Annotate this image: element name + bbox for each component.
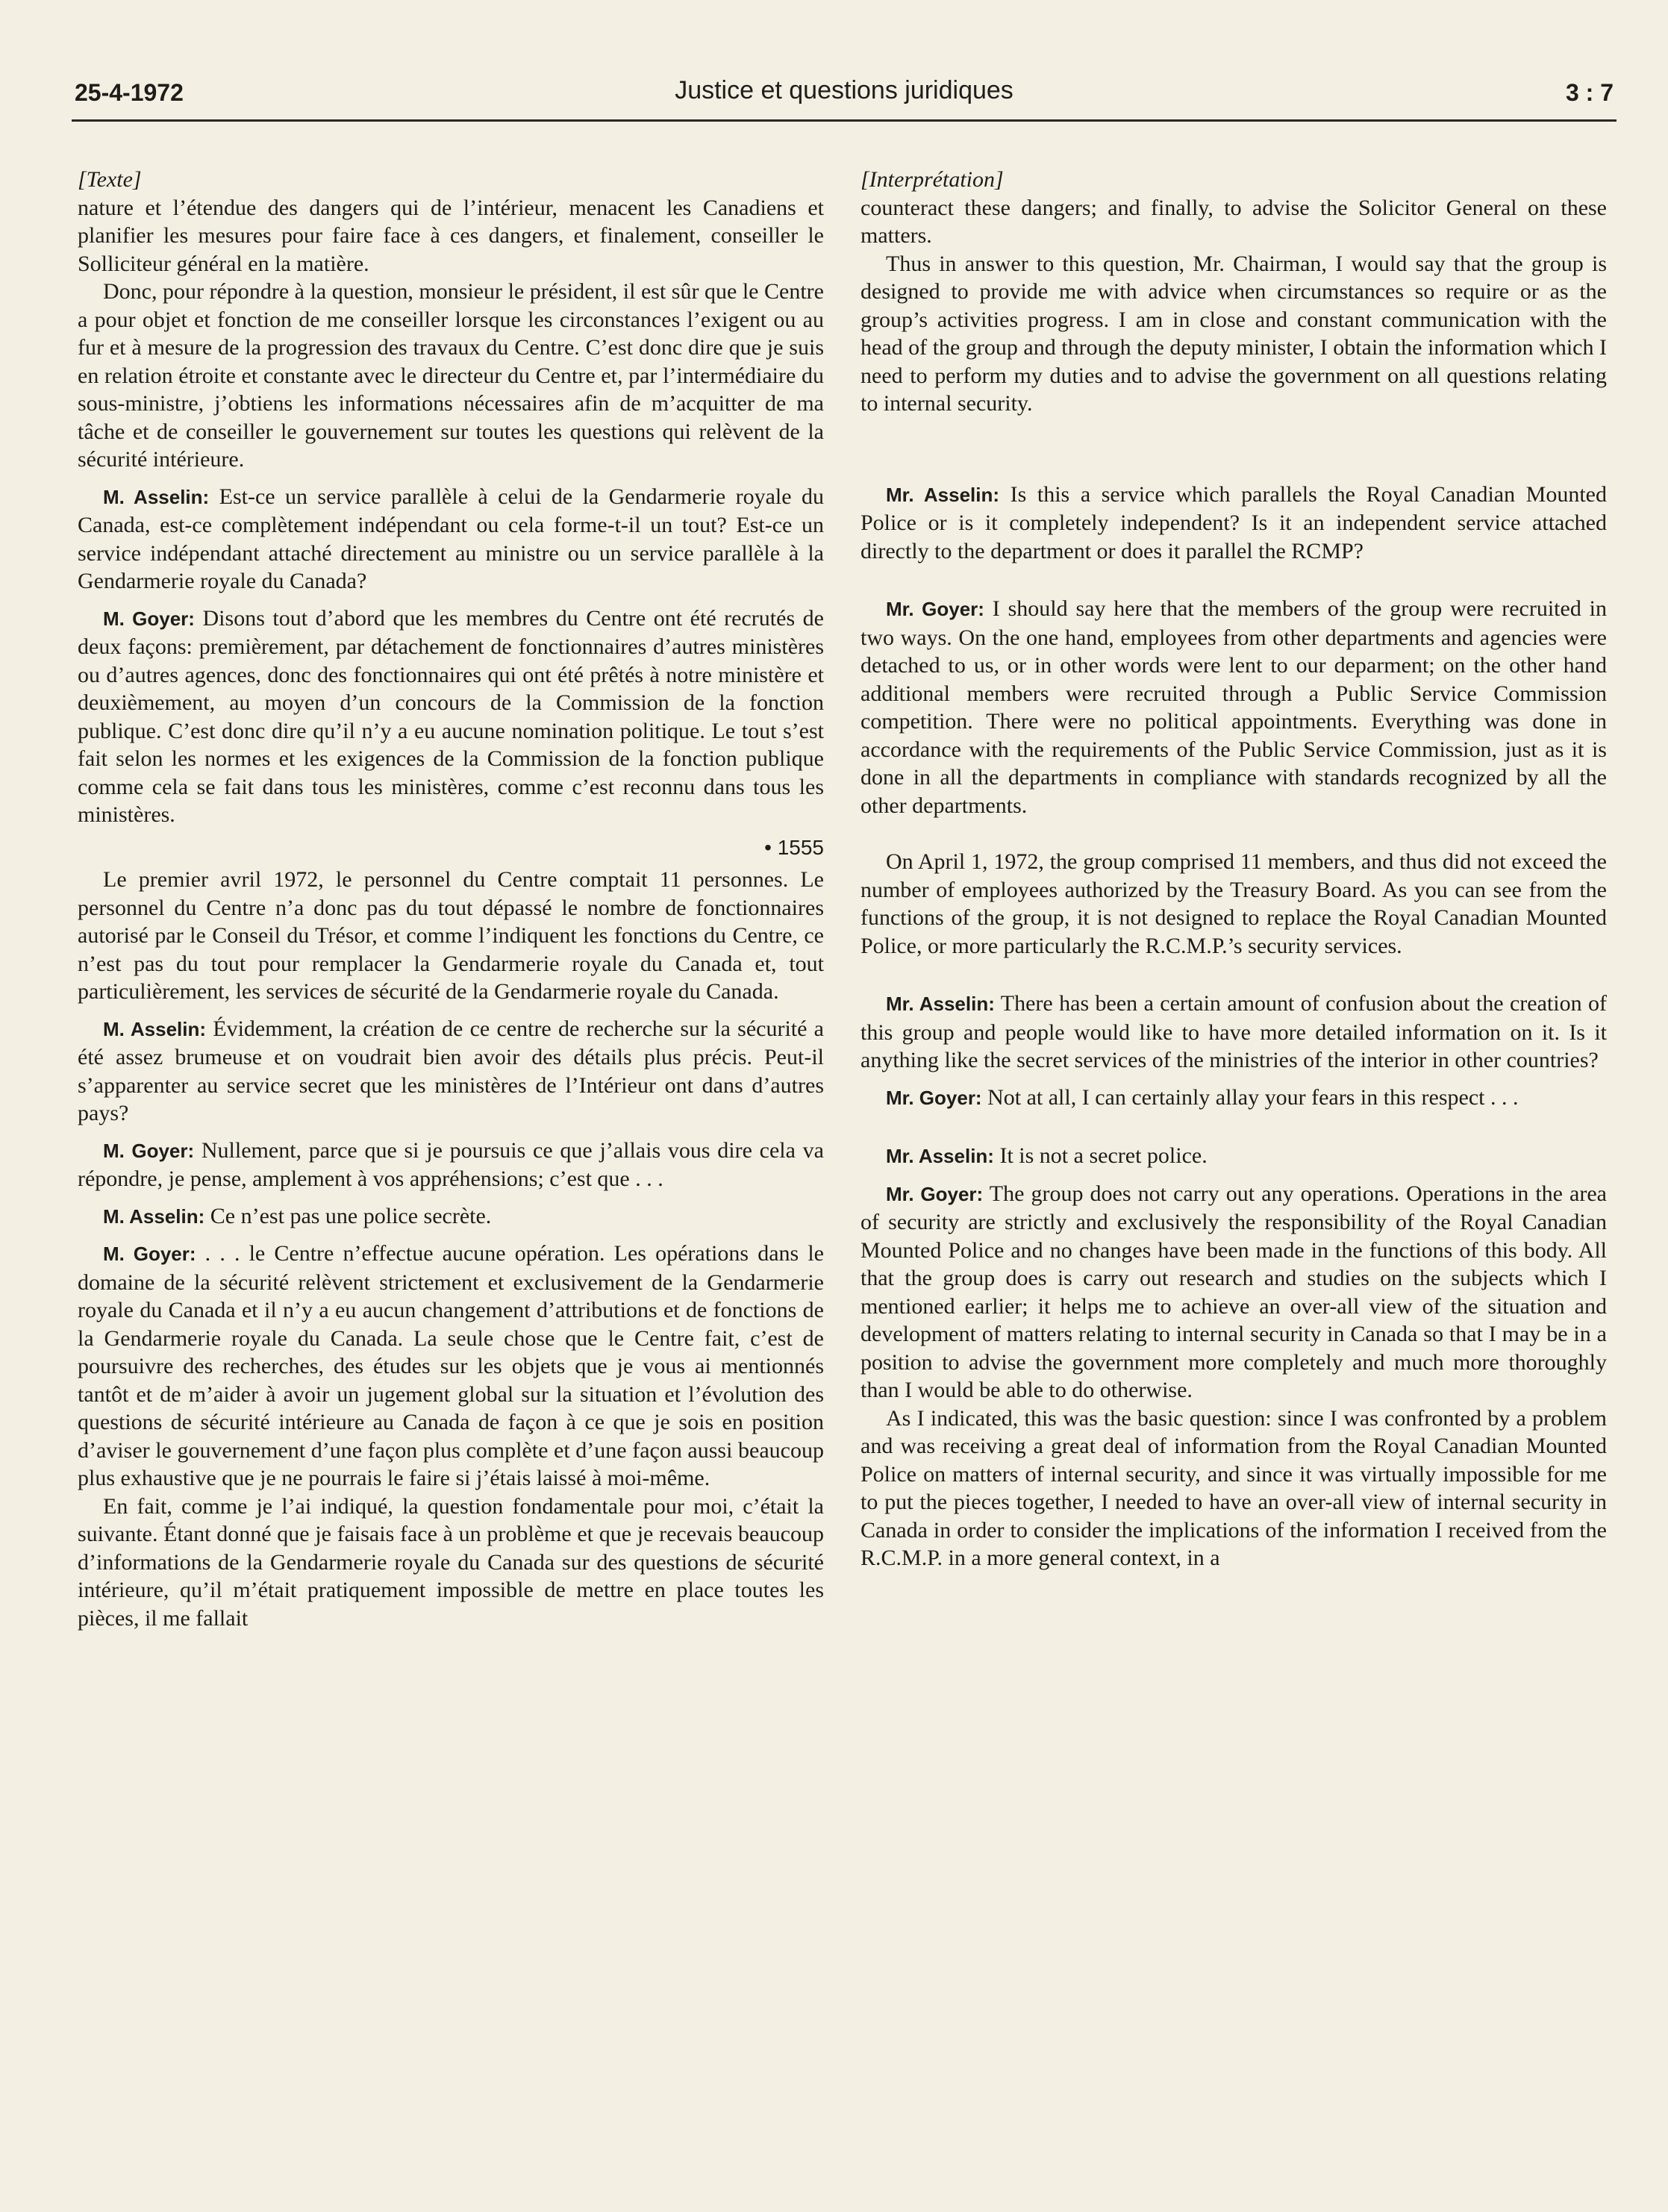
speech-text: Évidemment, la création de ce centre de recherche sur la sécurité a été assez brumeuse et on voudrait bien avoir des détails plus précis. Peut-il s’apparenter au service secret que les ministères de l’Intérieur ont dans d’autres pays? bbox=[78, 1016, 824, 1125]
speech bbox=[78, 1015, 824, 1128]
english-column bbox=[860, 166, 1607, 1572]
speaker-name: Mr. Goyer: bbox=[886, 598, 984, 620]
speaker-name: M. Goyer: bbox=[103, 1243, 196, 1265]
speech-text: Nullement, parce que si je poursuis ce que j’allais vous dire cela va répondre, je pense, amplement à vos appréhensions; c’est que . . . bbox=[78, 1137, 824, 1191]
speech-text: The group does not carry out any operations. Operations in the area of security are strictly and exclusively the responsibility of the Royal Canadian Mounted Police and no changes have been made in the functions of this body. All that the group does is carry out research and studies on the subjects which I mentioned earlier; it helps me to achieve an over-all view of the situation and development of matters relating to internal security in Canada so that I may be in a position to advise the government more completely and much more thoroughly than I would be able to do otherwise. bbox=[860, 1181, 1607, 1402]
speech bbox=[78, 1240, 824, 1493]
french-column bbox=[78, 166, 824, 1632]
speech-text: Not at all, I can certainly allay your fears in this respect . . . bbox=[981, 1084, 1519, 1110]
section-marker: [Texte] bbox=[78, 167, 142, 192]
speaker-name: Mr. Asselin: bbox=[886, 993, 995, 1015]
speech-text: Ce n’est pas une police secrète. bbox=[204, 1203, 492, 1228]
paragraph: nature et l’étendue des dangers qui de l’intérieur, menacent les Canadiens et planifier les mesures pour faire face à ces dangers, et finalement, conseiller le Solliciteur général en la matière. bbox=[78, 195, 824, 276]
speech bbox=[78, 483, 824, 596]
speech bbox=[860, 1142, 1607, 1171]
speech-text: There has been a certain amount of confusion about the creation of this group and people would like to have more detailed information on it. Is it anything like the secret services of the ministries of the interior in other countries? bbox=[860, 991, 1608, 1072]
header-page-number: 3 : 7 bbox=[1565, 79, 1614, 106]
speaker-name: M. Goyer: bbox=[103, 607, 195, 630]
speech bbox=[860, 595, 1607, 819]
speech-text: Is this a service which parallels the Royal Canadian Mounted Police or is it completely independent? Is it an independent service attached directly to the department or does it parallel the RCMP? bbox=[860, 481, 1608, 563]
speech bbox=[860, 1084, 1607, 1113]
paragraph: Donc, pour répondre à la question, monsieur le président, il est sûr que le Centre a pour objet et fonction de me conseiller lorsque les circonstances l’exigent ou au fur et à mesure de la progression des travaux du Centre. C’est donc dire que je suis en relation étroite et constante avec le directeur du Centre et, par l’intermédiaire du sous-ministre, j’obtiens les informations nécessaires afin de m’acquitter de ma tâche et de conseiller le gouvernement sur toutes les questions qui relèvent de la sécurité intérieure. bbox=[78, 279, 824, 472]
paragraph: counteract these dangers; and finally, to advise the Solicitor General on these matters. bbox=[860, 195, 1607, 248]
speaker-name: Mr. Goyer: bbox=[886, 1182, 984, 1205]
page-header bbox=[72, 75, 1617, 122]
speaker-name: M. Goyer: bbox=[103, 1139, 195, 1162]
speech bbox=[860, 990, 1607, 1075]
speech bbox=[78, 1202, 824, 1231]
header-date: 25-4-1972 bbox=[75, 79, 184, 106]
speech-text: Disons tout d’abord que les membres du Centre ont été recrutés de deux façons: premièrement, par détachement de fonctionnaires d’autres ministères ou d’autres agences, donc des fonctionnaires qui ont été prêtés à notre ministère et deuxièmement, au moyen d’un concours de la Commission de la fonction publique. C’est donc dire qu’il n’y a eu aucune nomination politique. Le tout s’est fait selon les normes et les exigences de la Commission de la fonction publique comme cela se fait dans tous les ministères, comme c’est reconnu dans tous les ministères. bbox=[78, 605, 824, 827]
speech bbox=[860, 1180, 1607, 1405]
speech-text: . . . le Centre n’effectue aucune opération. Les opérations dans le domaine de la sécurité relèvent strictement et exclusivement de la Gendarmerie royale du Canada et il n’y a eu aucun changement d’attributions et de fonctions de la Gendarmerie royale du Canada. La seule chose que le Centre fait, c’est de poursuivre des recherches, des études sur les objets que je vous ai mentionnés tantôt et de m’aider à avoir un jugement global sur la situation et l’évolution des questions de sécurité intérieure au Canada de façon à ce que je sois en position d’aviser le gouvernement d’une façon plus complète et d’une façon aussi beaucoup plus exhaustive que je ne pourrais le faire si j’étais laissé à moi-même. bbox=[78, 1241, 824, 1490]
speaker-name: M. Asselin: bbox=[103, 1017, 207, 1040]
speech bbox=[78, 604, 824, 829]
speech-text: I should say here that the members of the group were recruited in two ways. On the one hand, employees from other departments and agencies were detached to us, or in other words were lent to our deparment; on the other hand additional members were recruited through a Public Service Commission competition. There were no political appointments. Everything was done in accordance with the requirements of the Public Service Commission, just as it is done in all the departments in compliance with standards recognized by all the other departments. bbox=[860, 596, 1607, 818]
speech bbox=[78, 1137, 824, 1193]
speaker-name: M. Asselin: bbox=[103, 485, 210, 508]
speaker-name: Mr. Asselin: bbox=[886, 1145, 994, 1167]
section-marker: [Interprétation] bbox=[860, 167, 1004, 192]
speaker-name: M. Asselin: bbox=[103, 1205, 205, 1228]
speech-text: Est-ce un service parallèle à celui de la Gendarmerie royale du Canada, est-ce complètement indépendant ou cela forme-t-il un tout? Est-ce un service indépendant attaché directement au ministre ou un service parallèle à la Gendarmerie royale du Canada? bbox=[78, 484, 824, 593]
speech bbox=[860, 481, 1607, 566]
paragraph: En fait, comme je l’ai indiqué, la question fondamentale pour moi, c’était la suivante. Étant donné que je faisais face à un problème et que je recevais beaucoup d’informations de la Gendarmerie royale du Canada sur des questions de sécurité intérieure, qu’il m’était pratiquement impossible de mettre en place toutes les pièces, il me fallait bbox=[78, 1493, 824, 1631]
speech-text: It is not a secret police. bbox=[993, 1143, 1208, 1168]
paragraph: Le premier avril 1972, le personnel du Centre comptait 11 personnes. Le personnel du Centre n’a donc pas du tout dépassé le nombre de fonctionnaires autorisé par le Conseil du Trésor, et comme l’indiquent les fonctions du Centre, ce n’est pas du tout pour remplacer la Gendarmerie royale du Canada et, tout particulièrement, les services de sécurité de la Gendarmerie royale du Canada. bbox=[78, 867, 824, 1004]
paragraph: On April 1, 1972, the group comprised 11 members, and thus did not exceed the number of employees authorized by the Treasury Board. As you can see from the functions of the group, it is not designed to replace the Royal Canadian Mounted Police, or more particularly the R.C.M.P.’s security services. bbox=[860, 849, 1607, 958]
paragraph: Thus in answer to this question, Mr. Chairman, I would say that the group is designed to provide me with advice when circumstances so require or as the group’s activities progress. I am in close and constant communication with the head of the group and through the deputy minister, I obtain the information which I need to perform my duties and to advise the government on all questions relating to internal security. bbox=[860, 251, 1607, 416]
header-title: Justice et questions juridiques bbox=[675, 76, 1013, 104]
speaker-name: Mr. Goyer: bbox=[886, 1086, 982, 1109]
time-marker: • 1555 bbox=[764, 835, 824, 859]
speaker-name: Mr. Asselin: bbox=[886, 483, 1000, 506]
paragraph: As I indicated, this was the basic question: since I was confronted by a problem and was receiving a great deal of information from the Royal Canadian Mounted Police on matters of internal security, and since it was virtually impossible for me to put the pieces together, I needed to have an over-all view of internal security in Canada in order to consider the implications of the information I received from the R.C.M.P. in a more general context, in a bbox=[860, 1405, 1607, 1570]
